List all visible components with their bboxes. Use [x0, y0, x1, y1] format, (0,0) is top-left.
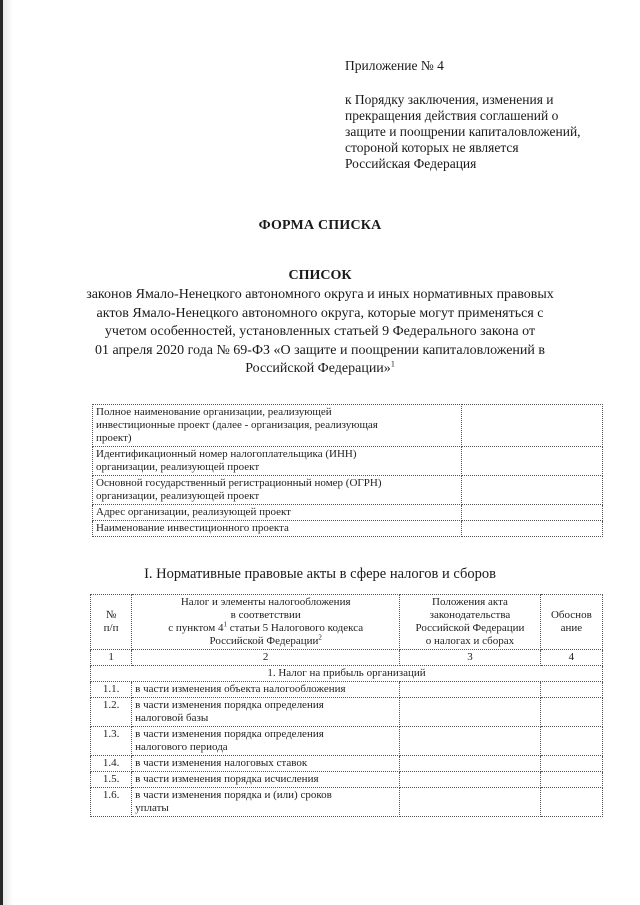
header-text: статьи 5 Налогового кодекса: [227, 622, 364, 634]
row-line: в части изменения объекта налогообложения: [135, 683, 346, 695]
tax-acts-table: [90, 594, 603, 817]
row-num: 1.2.: [91, 698, 132, 727]
info-label-line: организации, реализующей проект: [96, 490, 260, 502]
header-text: Российской Федерации: [209, 635, 319, 647]
header-line: законодательства: [429, 609, 511, 621]
appendix-line: к Порядку заключения, изменения и: [345, 92, 554, 107]
header-line: [135, 622, 396, 635]
column-index-row: [91, 650, 603, 666]
row-line: в части изменения порядка определения: [135, 699, 324, 711]
info-value[interactable]: [462, 447, 603, 476]
row-text: [132, 698, 400, 727]
row-provisions-cell[interactable]: [400, 772, 541, 788]
appendix-block: [345, 58, 625, 172]
info-label-line: инвестиционные проект (далее - организация, реализующая: [96, 419, 378, 431]
list-description: [70, 286, 570, 379]
column-index: 3: [400, 650, 541, 666]
row-line: налогового периода: [135, 741, 228, 753]
info-label: [93, 505, 462, 521]
appendix-line: стороной которых не является: [345, 140, 519, 155]
row-num: 1.3.: [91, 727, 132, 756]
column-index: 2: [132, 650, 400, 666]
row-provisions-cell[interactable]: [400, 682, 541, 698]
row-justification-cell[interactable]: [540, 682, 602, 698]
header-sup: 1: [223, 620, 228, 629]
row-justification-cell[interactable]: [540, 698, 602, 727]
row-line: налоговой базы: [135, 712, 209, 724]
row-provisions-cell[interactable]: [400, 727, 541, 756]
info-label: [93, 447, 462, 476]
header-line: Налог и элементы налогообложения: [180, 596, 351, 608]
header-num: [91, 595, 132, 650]
info-row: [93, 447, 603, 476]
info-row: [93, 521, 603, 537]
row-num: 1.5.: [91, 772, 132, 788]
list-desc-line: учетом особенностей, установленных статьей 9 Федерального закона от: [104, 324, 536, 339]
header-line: п/п: [103, 622, 119, 634]
list-desc-line: 01 апреля 2020 года № 69-ФЗ «О защите и поощрении капиталовложений в: [94, 342, 546, 358]
row-text: [132, 727, 400, 756]
row-line: в части изменения порядка исчисления: [135, 773, 319, 785]
scan-shadow: [3, 0, 13, 905]
list-desc-line: актов Ямало-Ненецкого автономного округа, которые могут применяться с: [96, 305, 544, 321]
info-label-line: Полное наименование организации, реализующей: [96, 406, 332, 418]
row-num: 1.6.: [91, 788, 132, 817]
info-label-line: Наименование инвестиционного проекта: [96, 522, 289, 534]
section-title: I. Нормативные правовые акты в сфере налогов и сборов: [144, 566, 496, 582]
form-title: ФОРМА СПИСКА: [258, 218, 382, 233]
info-value[interactable]: [462, 405, 603, 447]
header-line: Обоснов: [550, 609, 592, 621]
list-desc-last: Российской Федерации»: [245, 361, 391, 376]
row-text: [132, 772, 400, 788]
info-label-line: проект): [96, 432, 132, 444]
info-label-line: Идентификационный номер налогоплательщика (ИНН): [96, 448, 357, 460]
info-row: [93, 405, 603, 447]
appendix-line: защите и поощрении капиталовложений,: [345, 124, 581, 139]
table-row: [91, 698, 603, 727]
info-label: [93, 521, 462, 537]
row-text: [132, 682, 400, 698]
header-line: ание: [560, 622, 583, 634]
info-value[interactable]: [462, 521, 603, 537]
row-line: уплаты: [135, 802, 169, 814]
info-label-line: Адрес организации, реализующей проект: [96, 506, 291, 518]
header-sup: 2: [318, 633, 322, 642]
appendix-number: Приложение № 4: [345, 58, 444, 73]
row-justification-cell[interactable]: [540, 788, 602, 817]
header-text: с пунктом 4: [168, 622, 224, 634]
row-text: [132, 788, 400, 817]
table-row: [91, 756, 603, 772]
header-line: о налогах и сборах: [425, 635, 515, 647]
row-text: [132, 756, 400, 772]
table-row: [91, 788, 603, 817]
header-tax: [132, 595, 400, 650]
appendix-line: прекращения действия соглашений о: [345, 108, 559, 123]
header-provisions: [400, 595, 541, 650]
info-row: [93, 476, 603, 505]
header-line: Положения акта: [432, 596, 508, 608]
info-label: [93, 476, 462, 505]
row-line: в части изменения порядка определения: [135, 728, 324, 740]
row-line: в части изменения налоговых ставок: [135, 757, 308, 769]
row-provisions-cell[interactable]: [400, 698, 541, 727]
row-provisions-cell[interactable]: [400, 788, 541, 817]
table-row: [91, 682, 603, 698]
row-justification-cell[interactable]: [540, 772, 602, 788]
row-justification-cell[interactable]: [540, 756, 602, 772]
info-row: [93, 505, 603, 521]
table-row: [91, 727, 603, 756]
row-provisions-cell[interactable]: [400, 756, 541, 772]
header-row: [91, 595, 603, 650]
group-row: [91, 666, 603, 682]
column-index: 1: [91, 650, 132, 666]
column-index: 4: [540, 650, 602, 666]
group-title: 1. Налог на прибыль организаций: [91, 666, 603, 682]
row-num: 1.4.: [91, 756, 132, 772]
table-row: [91, 772, 603, 788]
info-label-line: Основной государственный регистрационный номер (ОГРН): [96, 477, 382, 489]
header-line: в соответствии: [230, 609, 301, 621]
footnote-mark: 1: [390, 359, 395, 369]
appendix-line: Российская Федерация: [345, 156, 477, 171]
header-line: [135, 635, 396, 648]
list-title: СПИСОК: [288, 268, 352, 283]
info-value[interactable]: [462, 505, 603, 521]
info-label-line: организации, реализующей проект: [96, 461, 260, 473]
header-line: №: [105, 609, 117, 621]
info-value[interactable]: [462, 476, 603, 505]
header-justification: [540, 595, 602, 650]
row-justification-cell[interactable]: [540, 727, 602, 756]
info-label: [93, 405, 462, 447]
list-desc-line: законов Ямало-Ненецкого автономного округа и иных нормативных правовых: [86, 287, 554, 302]
row-line: в части изменения порядка и (или) сроков: [135, 789, 332, 801]
list-desc-line: [70, 360, 570, 379]
row-num: 1.1.: [91, 682, 132, 698]
organization-info-table: [92, 404, 603, 537]
header-line: Российской Федерации: [415, 622, 525, 634]
